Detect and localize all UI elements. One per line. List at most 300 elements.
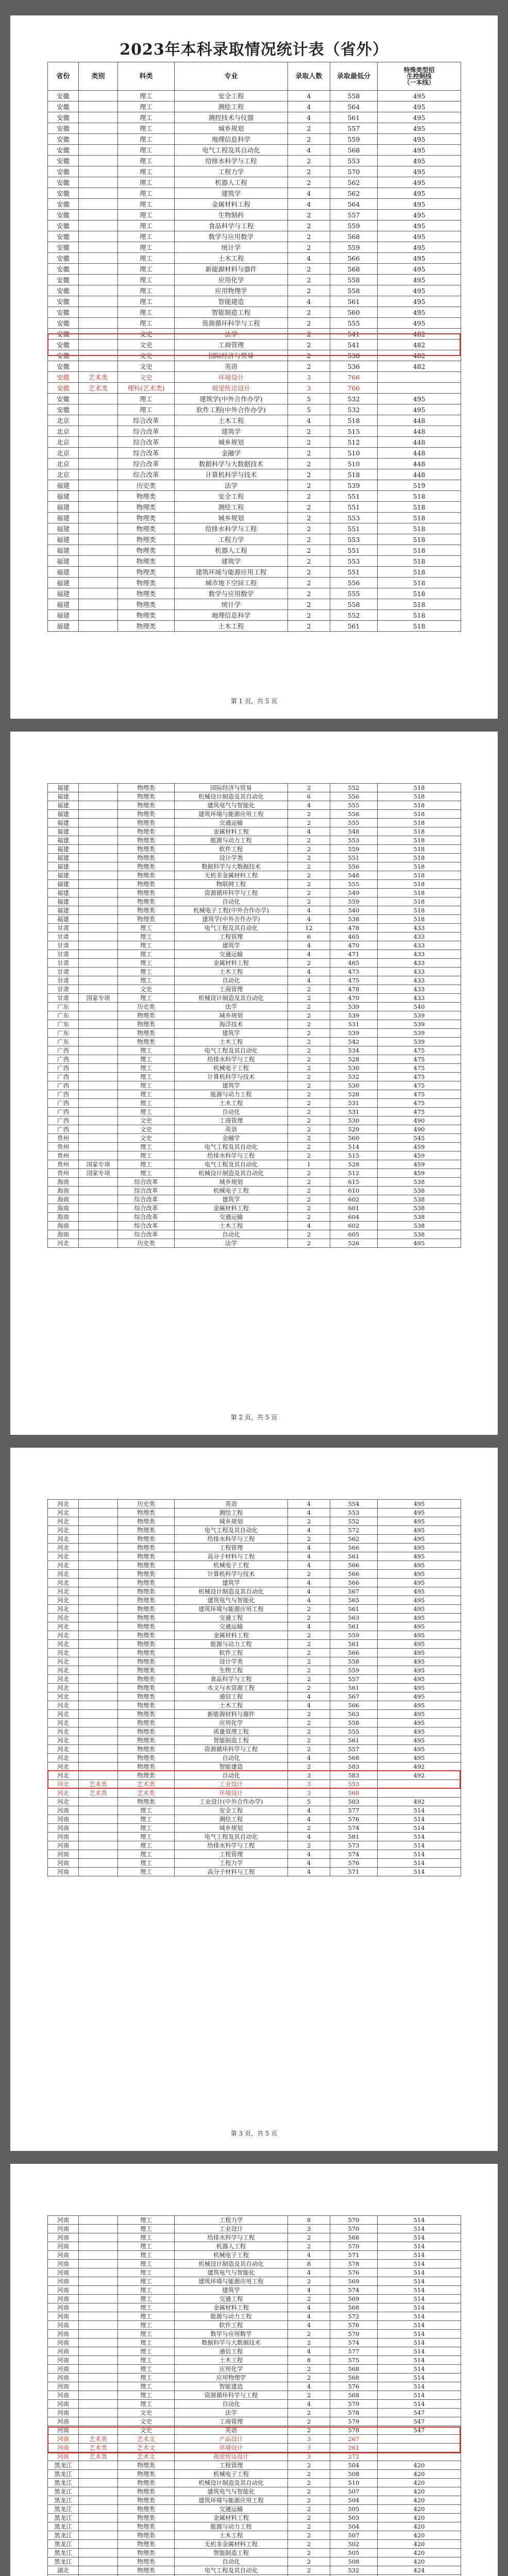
cell-subject: 文史 [118,1134,175,1143]
cell-major: 金属材料工程 [175,959,288,968]
cell-province: 河北 [48,1239,79,1248]
cell-province: 安徽 [48,101,79,112]
cell-major: 工程力学 [175,2216,288,2225]
cell-special-line: 538 [378,1195,461,1204]
table-row [48,1517,461,1526]
cell-category [79,134,118,145]
cell-count: 2 [288,340,330,350]
cell-province: 甘肃 [48,968,79,976]
table-row [48,1125,461,1134]
table-row [48,1614,461,1622]
cell-count: 2 [288,1134,330,1143]
cell-category [79,1552,118,1561]
cell-province: 河北 [48,1798,79,1806]
cell-category [79,1213,118,1222]
cell-province: 黑龙江 [48,2470,79,2479]
page-footer: 第 2 页，共 5 页 [230,1414,278,1421]
cell-province: 河北 [48,1657,79,1666]
table-row [48,801,461,810]
cell-count: 3 [288,2444,330,2452]
cell-subject: 综合改革 [118,1204,175,1213]
cell-subject: 理工 [118,2277,175,2286]
cell-category [79,2321,118,2330]
cell-major: 应用物理学 [175,285,288,296]
cell-special-line: 495 [378,210,461,221]
cell-category [79,1073,118,1081]
cell-count: 4 [288,1552,330,1561]
cell-special-line: 433 [378,950,461,959]
cell-province: 河北 [48,1710,79,1719]
cell-subject: 理工 [118,2400,175,2409]
cell-category [79,1579,118,1587]
cell-min-score: 551 [330,523,378,534]
cell-major: 给排水科学与工程 [175,1055,288,1064]
cell-province: 福建 [48,491,79,502]
cell-min-score: 552 [330,1517,378,1526]
cell-count: 2 [288,819,330,827]
cell-category [79,1535,118,1544]
table-row [48,545,461,556]
table-row [48,2382,461,2391]
cell-special-line: 495 [378,231,461,242]
cell-special-line: 420 [378,2557,461,2566]
cell-province: 河南 [48,2233,79,2242]
cell-special-line: 495 [378,1570,461,1579]
cell-min-score: 539 [330,1029,378,1038]
cell-subject: 综合改革 [118,1230,175,1239]
cell-special-line: 518 [378,792,461,801]
cell-subject: 理工 [118,924,175,933]
cell-count: 2 [288,1169,330,1178]
cell-count: 2 [288,556,330,567]
cell-special-line [378,1789,461,1798]
cell-special-line: 514 [378,1841,461,1850]
cell-min-score: 570 [330,2242,378,2251]
cell-count: 2 [288,502,330,513]
cell-count: 4 [288,1622,330,1631]
cell-special-line: 495 [378,1500,461,1509]
cell-count: 2 [288,2295,330,2303]
cell-category [79,394,118,404]
cell-category [79,610,118,621]
cell-category [79,188,118,199]
cell-category [79,1614,118,1622]
cell-major: 建筑电气与智能化 [175,2268,288,2277]
cell-min-score: 530 [330,1064,378,1073]
table-row [48,1081,461,1090]
cell-min-score: 515 [330,1151,378,1160]
cell-major: 生物工程 [175,1666,288,1675]
cell-min-score: 578 [330,2426,378,2435]
cell-subject: 文史 [118,361,175,372]
cell-category [79,361,118,372]
cell-min-score: 581 [330,1833,378,1841]
cell-subject: 综合改革 [118,448,175,459]
cell-subject: 理工 [118,1099,175,1108]
cell-province: 甘肃 [48,959,79,968]
cell-special-line: 420 [378,2496,461,2505]
cell-special-line: 495 [378,123,461,134]
table-row [48,534,461,545]
cell-subject: 物理类 [118,906,175,915]
table-row [48,221,461,231]
cell-min-score: 560 [330,1134,378,1143]
cell-category [79,1833,118,1841]
table-row [48,950,461,959]
cell-min-score: 569 [330,2295,378,2303]
cell-category [79,950,118,959]
cell-province: 河南 [48,1806,79,1815]
cell-special-line: 448 [378,448,461,459]
cell-min-score: 549 [330,889,378,897]
cell-special-line: 514 [378,1806,461,1815]
cell-subject: 理工 [118,199,175,210]
cell-subject: 理工 [118,1850,175,1859]
cell-major: 建筑学 [175,1579,288,1587]
cell-subject: 物理类 [118,491,175,502]
cell-special-line: 514 [378,1824,461,1833]
table-row [48,437,461,448]
cell-category [79,2479,118,2487]
cell-subject: 文史 [118,985,175,994]
cell-category [79,415,118,426]
admission-table-page-4 [47,2215,461,2576]
cell-category [79,801,118,810]
cell-min-score: 510 [330,448,378,459]
cell-province: 河北 [48,1649,79,1657]
cell-major: 软件工程 [175,1649,288,1657]
cell-major: 统计学 [175,599,288,610]
cell-count: 2 [288,784,330,792]
cell-subject: 理工 [118,1160,175,1169]
cell-special-line: 514 [378,2216,461,2225]
cell-major: 数据科学与大数据技术 [175,862,288,871]
cell-special-line: 475 [378,1064,461,1073]
cell-major: 金融学 [175,1134,288,1143]
header-min-score: 录取最低分 [330,62,378,91]
cell-min-score: 561 [330,1605,378,1614]
cell-province: 河南 [48,2216,79,2225]
cell-min-score: 555 [330,318,378,329]
cell-category [79,2382,118,2391]
cell-province: 甘肃 [48,924,79,933]
cell-category: 艺术类 [79,2435,118,2444]
cell-special-line: 459 [378,1143,461,1151]
cell-major: 应用化学 [175,1719,288,1727]
cell-min-score: 558 [330,1657,378,1666]
cell-special-line: 433 [378,941,461,950]
cell-category [79,1815,118,1824]
cell-special-line: 495 [378,101,461,112]
cell-province: 河北 [48,1614,79,1622]
cell-category [79,985,118,994]
cell-subject: 物理类 [118,502,175,513]
cell-province: 广西 [48,1116,79,1125]
cell-count: 2 [288,1187,330,1195]
cell-subject: 理工 [118,2295,175,2303]
cell-min-score: 538 [330,350,378,361]
cell-category [79,2557,118,2566]
table-row [48,480,461,491]
cell-category [79,166,118,177]
cell-min-score: 515 [330,426,378,437]
cell-special-line: 518 [378,621,461,632]
cell-count: 2 [288,2522,330,2531]
cell-major: 视觉传达设计 [175,2452,288,2461]
table-row [48,819,461,827]
cell-category [79,1029,118,1038]
cell-major: 金属材料工程 [175,827,288,836]
cell-min-score: 579 [330,2400,378,2409]
cell-subject: 物理类 [118,2470,175,2479]
cell-province: 河南 [48,2330,79,2338]
cell-major: 应用物理学 [175,2374,288,2382]
cell-category [79,2461,118,2470]
cell-province: 海南 [48,1187,79,1195]
cell-subject: 物理类 [118,784,175,792]
cell-subject: 物理类 [118,1727,175,1736]
cell-count: 4 [288,2400,330,2409]
cell-count: 2 [288,1736,330,1745]
cell-min-score: 563 [330,1614,378,1622]
table-row [48,810,461,819]
cell-count: 12 [288,924,330,933]
cell-province: 福建 [48,827,79,836]
cell-subject: 文史 [118,340,175,350]
cell-major: 机械电子工程(中外合作办学) [175,906,288,915]
cell-min-score: 615 [330,1178,378,1187]
cell-major: 能源与动力工程 [175,2312,288,2321]
cell-category [79,2251,118,2260]
cell-min-score: 579 [330,2417,378,2426]
cell-province: 河北 [48,1552,79,1561]
cell-subject: 物理类 [118,2505,175,2514]
cell-count: 2 [288,1684,330,1692]
cell-count: 4 [288,1596,330,1605]
cell-special-line: 420 [378,2549,461,2557]
cell-province: 河南 [48,2303,79,2312]
cell-major: 计算机科学与技术 [175,1073,288,1081]
table-row [48,976,461,985]
cell-major: 智能制造工程 [175,2549,288,2557]
table-row [48,340,461,350]
cell-subject: 理工 [118,2233,175,2242]
cell-province: 福建 [48,792,79,801]
cell-count: 4 [288,296,330,307]
cell-major: 能源与动力工程 [175,2522,288,2531]
cell-subject: 理工 [118,1815,175,1824]
cell-min-score: 504 [330,2522,378,2531]
cell-province: 河北 [48,1526,79,1535]
cell-subject: 理工 [118,1081,175,1090]
cell-subject: 理工 [118,145,175,156]
cell-major: 工程管理 [175,1850,288,1859]
cell-count: 2 [288,621,330,632]
cell-category [79,2374,118,2382]
cell-special-line: 495 [378,1544,461,1552]
cell-subject: 理工 [118,264,175,275]
table-row [48,1020,461,1029]
cell-min-score: 610 [330,1187,378,1195]
cell-category: 艺术类 [79,1780,118,1789]
cell-min-score: 566 [330,1649,378,1657]
table-row [48,2514,461,2522]
table-row [48,941,461,950]
cell-count: 2 [288,469,330,480]
cell-major: 产品设计 [175,2435,288,2444]
cell-category [79,1222,118,1230]
cell-special-line: 514 [378,2286,461,2295]
cell-special-line: 495 [378,296,461,307]
cell-special-line: 518 [378,915,461,924]
cell-major: 电气工程及其自动化 [175,1833,288,1841]
cell-special-line: 475 [378,1055,461,1064]
cell-count: 2 [288,2277,330,2286]
cell-category [79,275,118,285]
cell-subject: 理工 [118,404,175,415]
cell-special-line: 495 [378,264,461,275]
cell-min-score: 570 [330,166,378,177]
cell-count: 2 [288,2540,330,2549]
cell-count: 2 [288,275,330,285]
cell-province: 河南 [48,2435,79,2444]
cell-count: 2 [288,166,330,177]
cell-count: 2 [288,1727,330,1736]
cell-category [79,329,118,340]
cell-special-line: 495 [378,156,461,166]
table-row [48,1099,461,1108]
cell-category [79,2400,118,2409]
cell-subject: 物理类 [118,578,175,588]
cell-subject: 文史 [118,350,175,361]
cell-subject: 综合改革 [118,1222,175,1230]
cell-category [79,2409,118,2417]
cell-subject: 艺术文 [118,2435,175,2444]
cell-min-score: 572 [330,2312,378,2321]
cell-special-line: 514 [378,2338,461,2347]
cell-province: 甘肃 [48,976,79,985]
table-row [48,1055,461,1064]
cell-special-line: 459 [378,1151,461,1160]
cell-special-line: 495 [378,318,461,329]
table-row [48,426,461,437]
cell-count: 2 [288,264,330,275]
header-special-line-1: 特殊类型招 [403,66,435,74]
cell-category [79,827,118,836]
cell-province: 河南 [48,2286,79,2295]
cell-count: 2 [288,810,330,819]
cell-subject: 历史类 [118,1500,175,1509]
cell-count: 4 [288,1500,330,1509]
cell-subject: 理工 [118,2242,175,2251]
table-row [48,2409,461,2417]
cell-major: 金属材料工程 [175,199,288,210]
cell-special-line [378,372,461,383]
cell-category [79,123,118,134]
cell-subject: 综合改革 [118,1213,175,1222]
cell-province: 安徽 [48,210,79,221]
cell-min-score: 553 [330,156,378,166]
cell-major: 数学与应用数学 [175,231,288,242]
cell-min-score: 475 [330,976,378,985]
cell-min-score: 566 [330,253,378,264]
cell-category [79,513,118,523]
cell-province: 安徽 [48,123,79,134]
cell-min-score: 566 [330,1544,378,1552]
cell-min-score: 530 [330,1116,378,1125]
cell-major: 交通运输 [175,1213,288,1222]
table-row [48,2365,461,2374]
cell-count: 2 [288,1099,330,1108]
cell-category [79,1046,118,1055]
cell-subject: 理工 [118,101,175,112]
cell-count: 2 [288,318,330,329]
table-row [48,1815,461,1824]
cell-subject: 物理类 [118,1649,175,1657]
cell-count: 2 [288,2374,330,2382]
cell-special-line: 547 [378,2426,461,2435]
cell-min-score: 504 [330,2496,378,2505]
cell-special-line: 514 [378,2382,461,2391]
cell-special-line: 518 [378,502,461,513]
cell-subject: 物理类 [118,2496,175,2505]
cell-category [79,621,118,632]
cell-special-line: 518 [378,854,461,862]
table-row [48,1806,461,1815]
table-row [48,210,461,221]
cell-major: 城乡规划 [175,1178,288,1187]
cell-major: 城乡规划 [175,1517,288,1526]
cell-subject: 理工 [118,2312,175,2321]
cell-subject: 文史 [118,372,175,383]
cell-count: 3 [288,383,330,394]
cell-major: 给排水科学与工程 [175,156,288,166]
cell-count: 2 [288,2479,330,2487]
cell-province: 广东 [48,1003,79,1011]
cell-special-line: 514 [378,2260,461,2268]
cell-province: 安徽 [48,264,79,275]
cell-province: 河北 [48,1736,79,1745]
cell-min-score: 510 [330,2479,378,2487]
cell-special-line: 475 [378,1081,461,1090]
table-row [48,1649,461,1657]
table-row [48,166,461,177]
cell-major: 电气工程及其自动化 [175,1160,288,1169]
cell-major: 建筑环境与能源应用工程 [175,567,288,578]
cell-province: 河南 [48,1815,79,1824]
cell-count: 2 [288,231,330,242]
table-row [48,491,461,502]
table-row [48,1675,461,1684]
table-row [48,889,461,897]
cell-count: 4 [288,2312,330,2321]
cell-min-score: 583 [330,1771,378,1780]
cell-category [79,897,118,906]
cell-category [79,1684,118,1692]
cell-category [79,1230,118,1239]
cell-major: 城乡规划 [175,437,288,448]
cell-major: 自动化 [175,1771,288,1780]
cell-special-line: 495 [378,1649,461,1657]
cell-subject: 物理类 [118,801,175,810]
cell-major: 高分子材料与工程 [175,1868,288,1876]
cell-count: 2 [288,134,330,145]
cell-special-line: 495 [378,1535,461,1544]
cell-special-line: 495 [378,1552,461,1561]
cell-special-line: 538 [378,1213,461,1222]
cell-count: 2 [288,1020,330,1029]
cell-special-line: 518 [378,513,461,523]
